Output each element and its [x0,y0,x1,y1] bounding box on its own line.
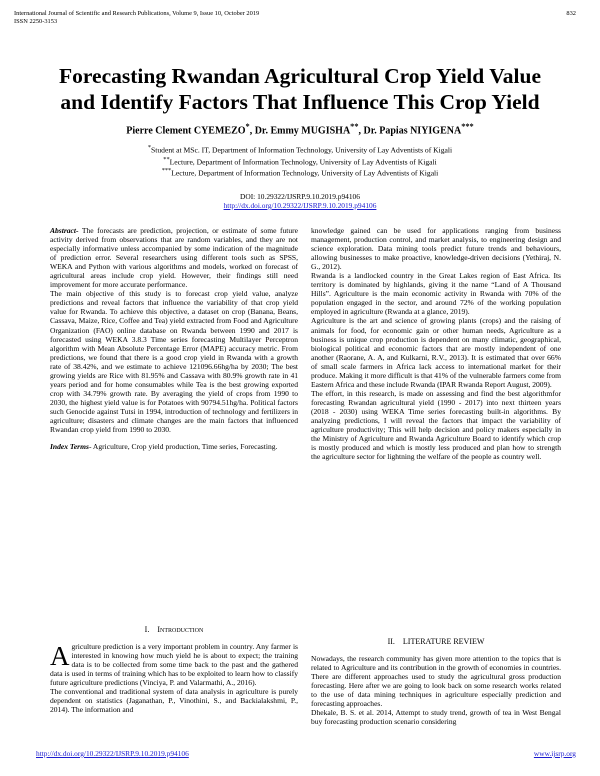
abstract-label: Abstract- [50,226,79,235]
author-separator: , [358,125,364,137]
author-3: Dr. Papias NIYIGENA [363,125,462,137]
title-line-1: Forecasting Rwandan Agricultural Crop Yield Value [59,64,541,88]
footer-site-link[interactable]: www.ijsrp.org [533,749,576,758]
affiliation-1: *Student at MSc. IT, Department of Information Technology, University of Lay Adventists of Kigali [147,144,453,155]
author-list [0,122,600,136]
section-heading-lit-review: II. LITERATURE REVIEW [387,637,485,646]
right-column-body [311,226,561,461]
paper-title [0,64,600,115]
doi-text: DOI: 10.29322/IJSRP.9.10.2019.p94106 [240,192,360,201]
author-2: Dr. Emmy MUGISHA [254,125,351,137]
doi-block [0,192,600,210]
footer-doi-link[interactable]: http://dx.doi.org/10.29322/IJSRP.9.10.2019.p94106 [36,749,189,758]
affiliations [0,143,600,178]
author-1-mark: * [245,122,250,131]
right-para-3: Agriculture is the art and science of growing plants (crops) and the raising of animals for food, for economic gain or other human needs, Agriculture as a business is unique crop production is dependent on many climatic, geographical, biological political and economic factors that are mostly independent of one another (Raorane, A. A, and Kulkarni, R.V., 2013). It is estimated that over 66% of small scale farmers in Africa lack access to international market for their produce. Making it more difficult is that 41% of the vulnerable farmers come from Eastern Africa and these include Rwanda (IPAR Rwanda Report August, 2009). [311,316,561,389]
running-header [14,10,259,26]
lit-para-2: Dhekale, B. S. et al. 2014, Attempt to study trend, growth of tea in West Bengal buy forecasting production scenario considering [311,708,561,727]
affiliation-3: ***Lecture, Department of Information Technology, University of Lay Adventists of Kigali [161,167,439,178]
issn: ISSN 2250-3153 [14,18,58,26]
right-para-1: knowledge gained can be used for applications ranging from business management, production control, and market analysis, to engineering design and science exploration. Data mining tools predict future trends and behaviours, allowing businesses to make proactive, knowledge-driven decisions (Yethiraj, N. G., 2012). [311,226,561,272]
abstract-column [50,226,298,451]
title-line-2: and Identify Factors That Influence This Crop Yield [60,89,540,114]
page-footer [36,749,576,758]
abstract-para-2: The main objective of this study is to forecast crop yield value, analyze predictions and reveal factors that influence the variability of that crop yield value for Rwanda. To achieve this objective, a dataset on crop (Banana, Beans, Cassava, Maize, Rice, Coffee and Tea) yield extracted from Food and Agriculture Organization (FAO) online database on Rwanda between 1990 and 2017 is forecasted using WEKA 3.8.3 Time series forecasting Multilayer Perceptron algorithm with Mean Absolute Percentage Error (MAPE) accuracy metric. From predictions, we found that there is a good crop yield in Rwanda with a growth rate of 38.42%, and we estimate to achieve 121096.66hg/ha by 2030; The best growing yields are Rice with 81.95% and Cassava with 80.9% growth rate in 41 years period and for home consumables while Tea is the best growing exported crop with 34.79% growth rate. By averaging the yield of crops from 1990 to 2030, the highest yield value is for Potatoes with 90794.51hg/ha. Political factors such Genocide against Tutsi in 1994, introduction of technology and fertilizers in agriculture; disasters and climate changes are the main factors that influenced Rwandan crop yield from 1990 to 2030. [50,289,298,435]
affiliation-2: **Lecture, Department of Information Technology, University of Lay Adventists of Kigali [163,155,437,167]
index-terms-label: Index Terms [50,442,89,452]
journal-name: International Journal of Scientific and Research Publications, Volume 9, Issue 10, October 2019 [14,10,260,17]
drop-cap: A [50,641,70,672]
intro-para-2: The conventional and traditional system of data analysis in agriculture is purely dependent on statistics (Jaganathan, P., Vinothini, S., and Backialakshmi, P., 2014). The information and [50,687,298,715]
right-para-4: The effort, in this research, is made on assessing and find the best algorithmfor forecasting Rwandan agricultural yield (1990 - 2017) into next thirteen years (2018 - 2030) using WEKA Time series forecasting built-in algorithms. By analyzing predictions, I will reveal the factors that impact the variability of agriculture productivity; This will help decision and policy makers especially in the Ministry of Agriculture and Rwanda Agriculture Board to identify which crop is mostly produced and which is mostly less produced and plan how to strength the agriculture sector for lightning the welfare of the people as country well. [311,388,561,462]
abstract-para-1: Abstract- The forecasts are prediction, projection, or estimate of some future activity derived from observations that are random variables, and they are not especially informative unless accompanied by some indication of the magnitude of prediction error. Several researchers using different tools such as SPSS, WEKA and Python with various algorithms and models, worked on forecast of agricultural areas include crop yield. However, their findings still need improvement for more accurate performance. [50,226,298,290]
literature-review-section [311,637,561,726]
author-2-mark: ** [350,122,359,131]
section-heading-intro: I. Introduction [144,625,204,634]
right-para-2: Rwanda is a landlocked country in the Great Lakes region of East Africa. Its territory is dominated by highlands, giving it the name “Land of A Thousand Hills”. Agriculture is the main economic activity in Rwanda with 70% of the population engaged in the sector, and around 72% of the working population employed in agriculture (Rwanda at a glance, 2019). [311,271,561,317]
author-1: Pierre Clement CYEMEZO [126,125,246,137]
intro-para-1: Agriculture prediction is a very important problem in country. Any farmer is interested in knowing how much yield he is about to expect; the training data is to be collected from some time back to the past and the gathered data is used in terms of training which has to be exploited to learn how to classify future agriculture predictions (Vinciya, P. and Valarmathi, A., 2016). [50,641,298,688]
lit-para-1: Nowadays, the research community has given more attention to the topics that is related to Agriculture and its contribution in the growth of economies in countries. There are different approaches used to study the agricultural gross production forecasting. Here after we are going to look back on some research works related to the use of data mining techniques in agriculture especially prediction and forecasting approaches. [311,654,561,709]
index-terms: Index Terms- Agriculture, Crop yield production, Time series, Forecasting. [50,442,278,452]
author-3-mark: *** [461,122,474,131]
introduction-section [50,625,298,714]
author-separator: , [249,125,255,137]
page-number: 832 [566,10,576,17]
doi-link[interactable]: http://dx.doi.org/10.29322/IJSRP.9.10.2019.p94106 [223,201,377,210]
